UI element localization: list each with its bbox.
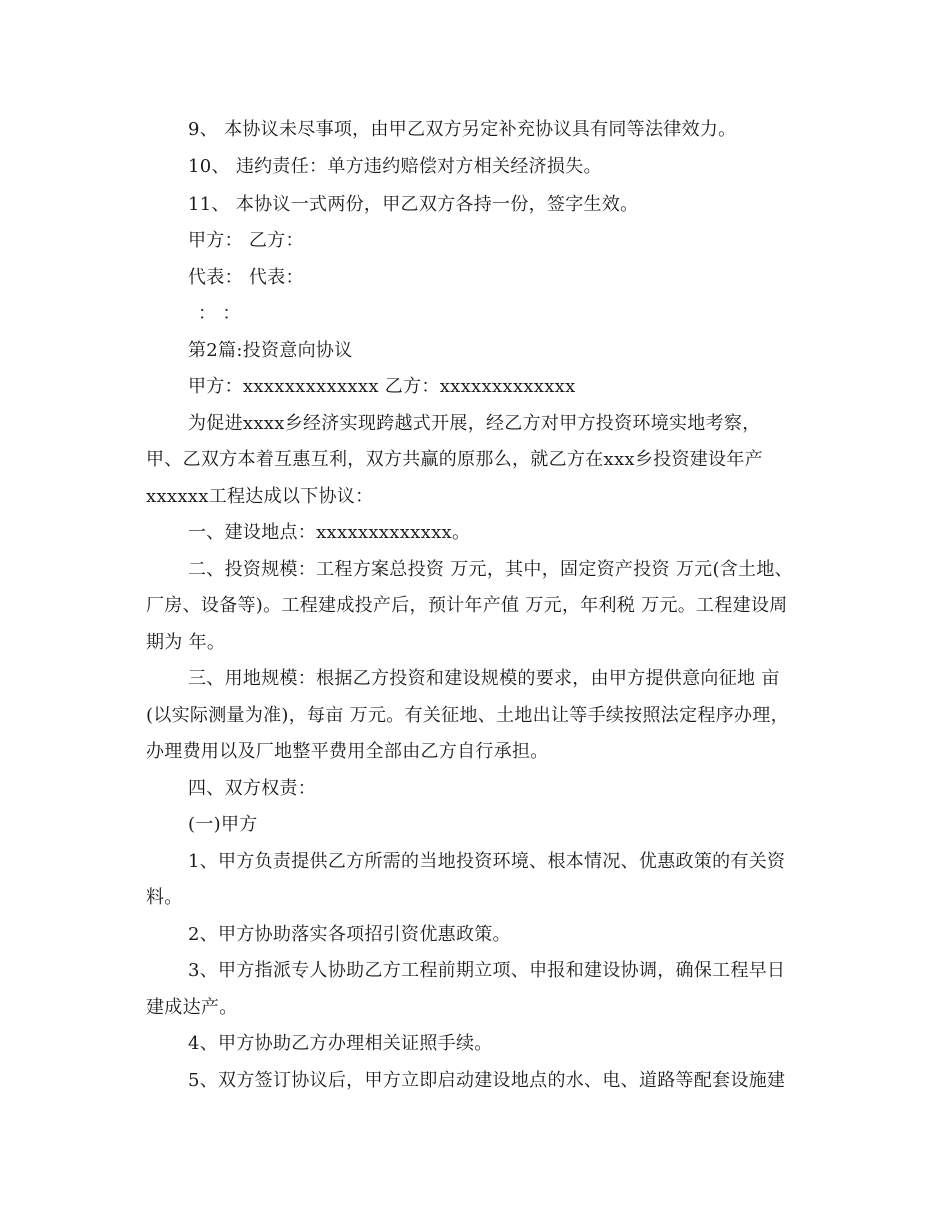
party-a-item-1-line-2: 料。	[146, 887, 183, 908]
article-2-line-1: 二、投资规模：工程方案总投资 万元，其中，固定资产投资 万元(含土地、	[188, 559, 793, 580]
party-a-item-2: 2、甲方协助落实各项招引资优惠政策。	[188, 924, 511, 945]
article-2-line-2: 厂房、设备等)。工程建成投产后，预计年产值 万元，年利税 万元。工程建设周	[146, 595, 788, 616]
clause-9: 9、 本协议未尽事项，由甲乙双方另定补充协议具有同等法律效力。	[188, 119, 737, 140]
clause-11: 11、 本协议一式两份，甲乙双方各持一份，签字生效。	[188, 194, 639, 215]
signature-date-line: ： ：	[198, 303, 241, 324]
preamble-line-2: 甲、乙双方本着互惠互利，双方共赢的原那么，就乙方在xxx乡投资建设年产	[146, 449, 763, 470]
parties-line: 甲方：xxxxxxxxxxxxx 乙方：xxxxxxxxxxxxx	[188, 376, 576, 397]
clause-10: 10、 违约责任：单方违约赔偿对方相关经济损失。	[188, 156, 602, 177]
party-a-subheading: (一)甲方	[188, 814, 258, 835]
article-3-line-2: (以实际测量为准)，每亩 万元。有关征地、土地出让等手续按照法定程序办理，	[146, 705, 789, 726]
party-a-item-3-line-1: 3、甲方指派专人协助乙方工程前期立项、申报和建设协调，确保工程早日	[188, 960, 786, 981]
preamble-line-1: 为促进xxxx乡经济实现跨越式开展，经乙方对甲方投资环境实地考察，	[188, 413, 761, 434]
preamble-line-3: xxxxxx工程达成以下协议：	[146, 486, 374, 507]
article-2-line-3: 期为 年。	[146, 632, 226, 653]
article-3-line-3: 办理费用以及厂地整平费用全部由乙方自行承担。	[146, 741, 549, 762]
article-1-location: 一、建设地点：xxxxxxxxxxxxx。	[188, 522, 471, 543]
party-a-item-4: 4、甲方协助乙方办理相关证照手续。	[188, 1033, 493, 1054]
article-3-line-1: 三、用地规模：根据乙方投资和建设规模的要求，由甲方提供意向征地 亩	[188, 668, 780, 689]
party-a-item-3-line-2: 建成达产。	[146, 997, 238, 1018]
section-title: 第2篇:投资意向协议	[188, 340, 353, 361]
signature-representative-line: 代表： 代表：	[188, 267, 304, 288]
party-a-item-1-line-1: 1、甲方负责提供乙方所需的当地投资环境、根本情况、优惠政策的有关资	[188, 851, 786, 872]
article-4-heading: 四、双方权责：	[188, 778, 317, 799]
signature-party-line: 甲方： 乙方：	[188, 230, 304, 251]
party-a-item-5: 5、双方签订协议后，甲方立即启动建设地点的水、电、道路等配套设施建	[188, 1070, 786, 1091]
